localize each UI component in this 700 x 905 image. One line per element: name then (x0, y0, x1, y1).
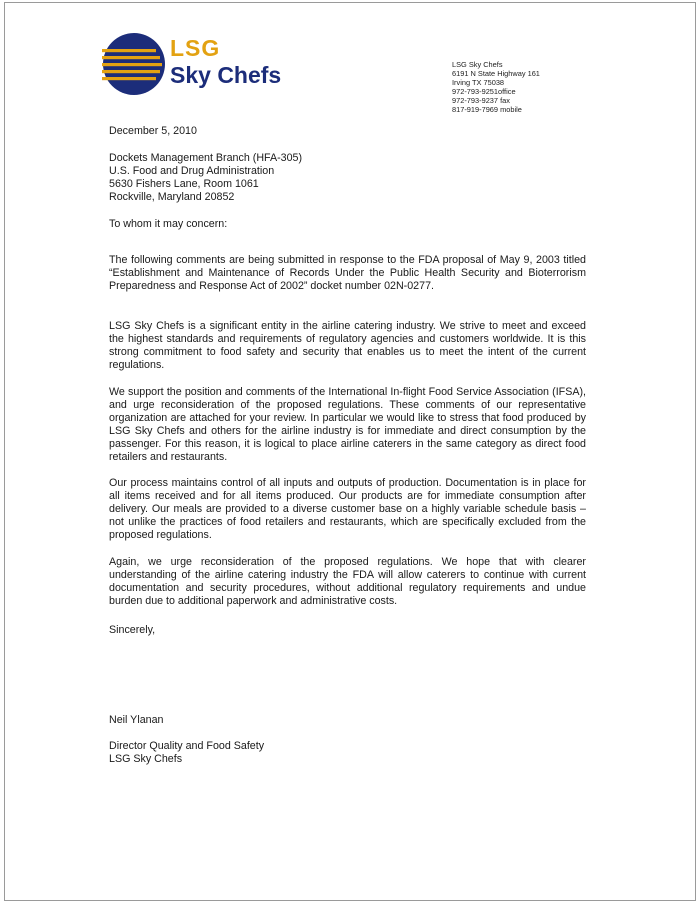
salutation: To whom it may concern: (109, 218, 228, 230)
paragraph-reconsideration: Again, we urge reconsideration of the proposed regulations. We hope that with clearer understanding of the airline catering industry the FDA will allow caterers to continue with current documentation and security procedures, without additional regulatory requirements and undue burden due to additional paperwork and administrative costs. (109, 555, 586, 607)
address-line: 972-793-9251office (452, 87, 516, 97)
paragraph-company-intro: LSG Sky Chefs is a significant entity in the airline catering industry. We strive to meet and exceed the highest standards and requirements of regulatory agencies and customers worldwide. It is this strong commitment to food safety and security that enables us to meet the intent of the current regulations. (109, 319, 586, 371)
closing: Sincerely, (109, 624, 156, 636)
letter-date: December 5, 2010 (109, 125, 197, 137)
company-logo (102, 32, 302, 98)
signer-name: Neil Ylanan (109, 714, 164, 726)
sender-address-block (452, 60, 540, 115)
paragraph-ifsa-support: We support the position and comments of the International In-flight Food Service Association (IFSA), and urge reconsideration of the proposed regulations. These comments of our representative organization are attached for your review. In particular we would like to stress that food produced by LSG Sky Chefs and others for the airline industry is for immediate and direct consumption by the passenger. For this reason, it is logical to place airline caterers in the same category as direct food retailers and restaurants. (109, 385, 586, 463)
logo-wordmark-lsg: LSG (170, 35, 221, 61)
recipient-line: 5630 Fishers Lane, Room 1061 (109, 178, 259, 190)
recipient-line: Rockville, Maryland 20852 (109, 191, 235, 203)
recipient-line: U.S. Food and Drug Administration (109, 165, 275, 177)
address-line: Irving TX 75038 (452, 78, 505, 88)
globe-logo-icon (102, 32, 166, 96)
signer-company: LSG Sky Chefs (109, 753, 183, 765)
recipient-address (109, 152, 586, 204)
signer-block (109, 740, 586, 766)
recipient-line: Dockets Management Branch (HFA-305) (109, 152, 303, 164)
paragraph-process-control: Our process maintains control of all inputs and outputs of production. Documentation is in place for all items received and for all items produced. Our products are for immediate consumption after delivery. Our meals are provided to a diverse customer base on a highly variable schedule basis – not unlike the practices of food retailers and restaurants, which are specifically excluded from the proposed regulations. (109, 476, 586, 541)
address-line: 6191 N State Highway 161 (452, 69, 540, 79)
address-line: 817-919-7969 mobile (452, 105, 522, 115)
address-line: LSG Sky Chefs (452, 60, 503, 69)
logo-wordmark-sky-chefs: Sky Chefs (170, 62, 282, 88)
signer-title: Director Quality and Food Safety (109, 740, 265, 752)
paragraph-fda-proposal: The following comments are being submitted in response to the FDA proposal of May 9, 2003 titled “Establishment and Maintenance of Records Under the Public Health Security and Bioterrorism Preparedness and Response Act of 2002” docket number 02N-0277. (109, 253, 586, 292)
address-line: 972-793-9237 fax (452, 96, 510, 106)
